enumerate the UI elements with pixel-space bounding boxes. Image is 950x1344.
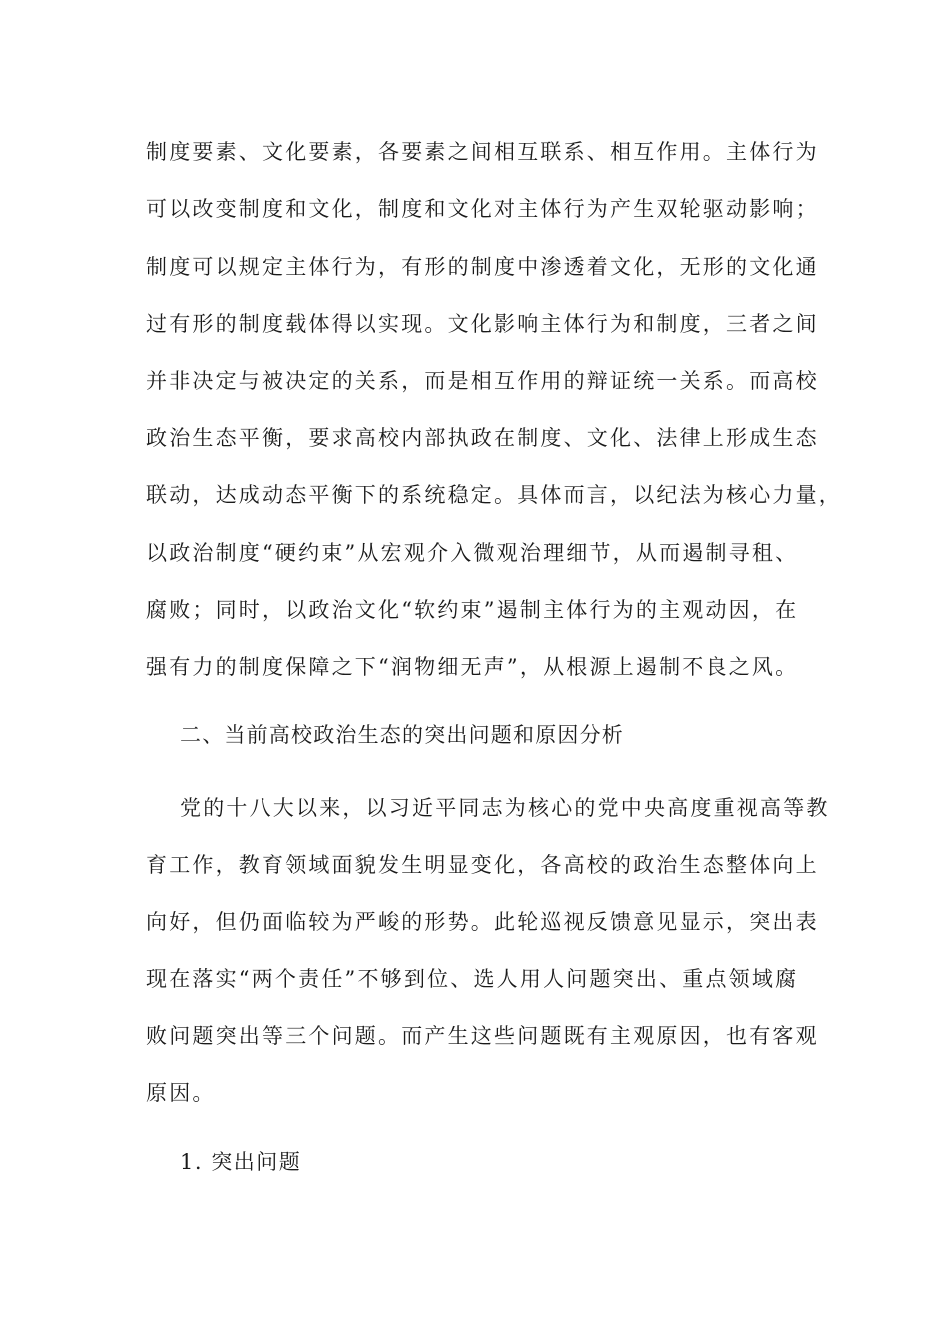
paragraph-2-line-4: 现在落实“两个责任”不够到位、选人用人问题突出、重点领域腐 <box>146 967 799 991</box>
section-heading: 二、当前高校政治生态的突出问题和原因分析 <box>180 723 624 747</box>
paragraph-1-line-8: 以政治制度“硬约束”从宏观介入微观治理细节，从而遏制寻租、 <box>146 541 799 565</box>
paragraph-1-line-9: 腐败；同时，以政治文化“软约束”遏制主体行为的主观动因，在 <box>146 598 799 622</box>
paragraph-2-line-2: 育工作，教育领域面貌发生明显变化，各高校的政治生态整体向上 <box>146 853 819 877</box>
paragraph-1-line-3: 制度可以规定主体行为，有形的制度中渗透着文化，无形的文化通 <box>146 255 819 279</box>
paragraph-1-line-5: 并非决定与被决定的关系，而是相互作用的辩证统一关系。而高校 <box>146 369 819 393</box>
paragraph-2-line-6: 原因。 <box>146 1081 216 1105</box>
paragraph-1-line-10: 强有力的制度保障之下“润物细无声”，从根源上遏制不良之风。 <box>146 655 799 679</box>
paragraph-2-line-5: 败问题突出等三个问题。而产生这些问题既有主观原因，也有客观 <box>146 1024 819 1048</box>
paragraph-1-line-4: 过有形的制度载体得以实现。文化影响主体行为和制度，三者之间 <box>146 312 819 336</box>
paragraph-1-line-1: 制度要素、文化要素，各要素之间相互联系、相互作用。主体行为 <box>146 140 819 164</box>
paragraph-1-line-7: 联动，达成动态平衡下的系统稳定。具体而言，以纪法为核心力量， <box>146 483 842 507</box>
paragraph-2-line-1: 党的十八大以来，以习近平同志为核心的党中央高度重视高等教 <box>180 796 830 820</box>
paragraph-2-line-3: 向好，但仍面临较为严峻的形势。此轮巡视反馈意见显示，突出表 <box>146 910 819 934</box>
paragraph-1-line-2: 可以改变制度和文化，制度和文化对主体行为产生双轮驱动影响； <box>146 197 819 221</box>
subheading: 1. 突出问题 <box>180 1150 302 1174</box>
paragraph-1-line-6: 政治生态平衡，要求高校内部执政在制度、文化、法律上形成生态 <box>146 426 819 450</box>
